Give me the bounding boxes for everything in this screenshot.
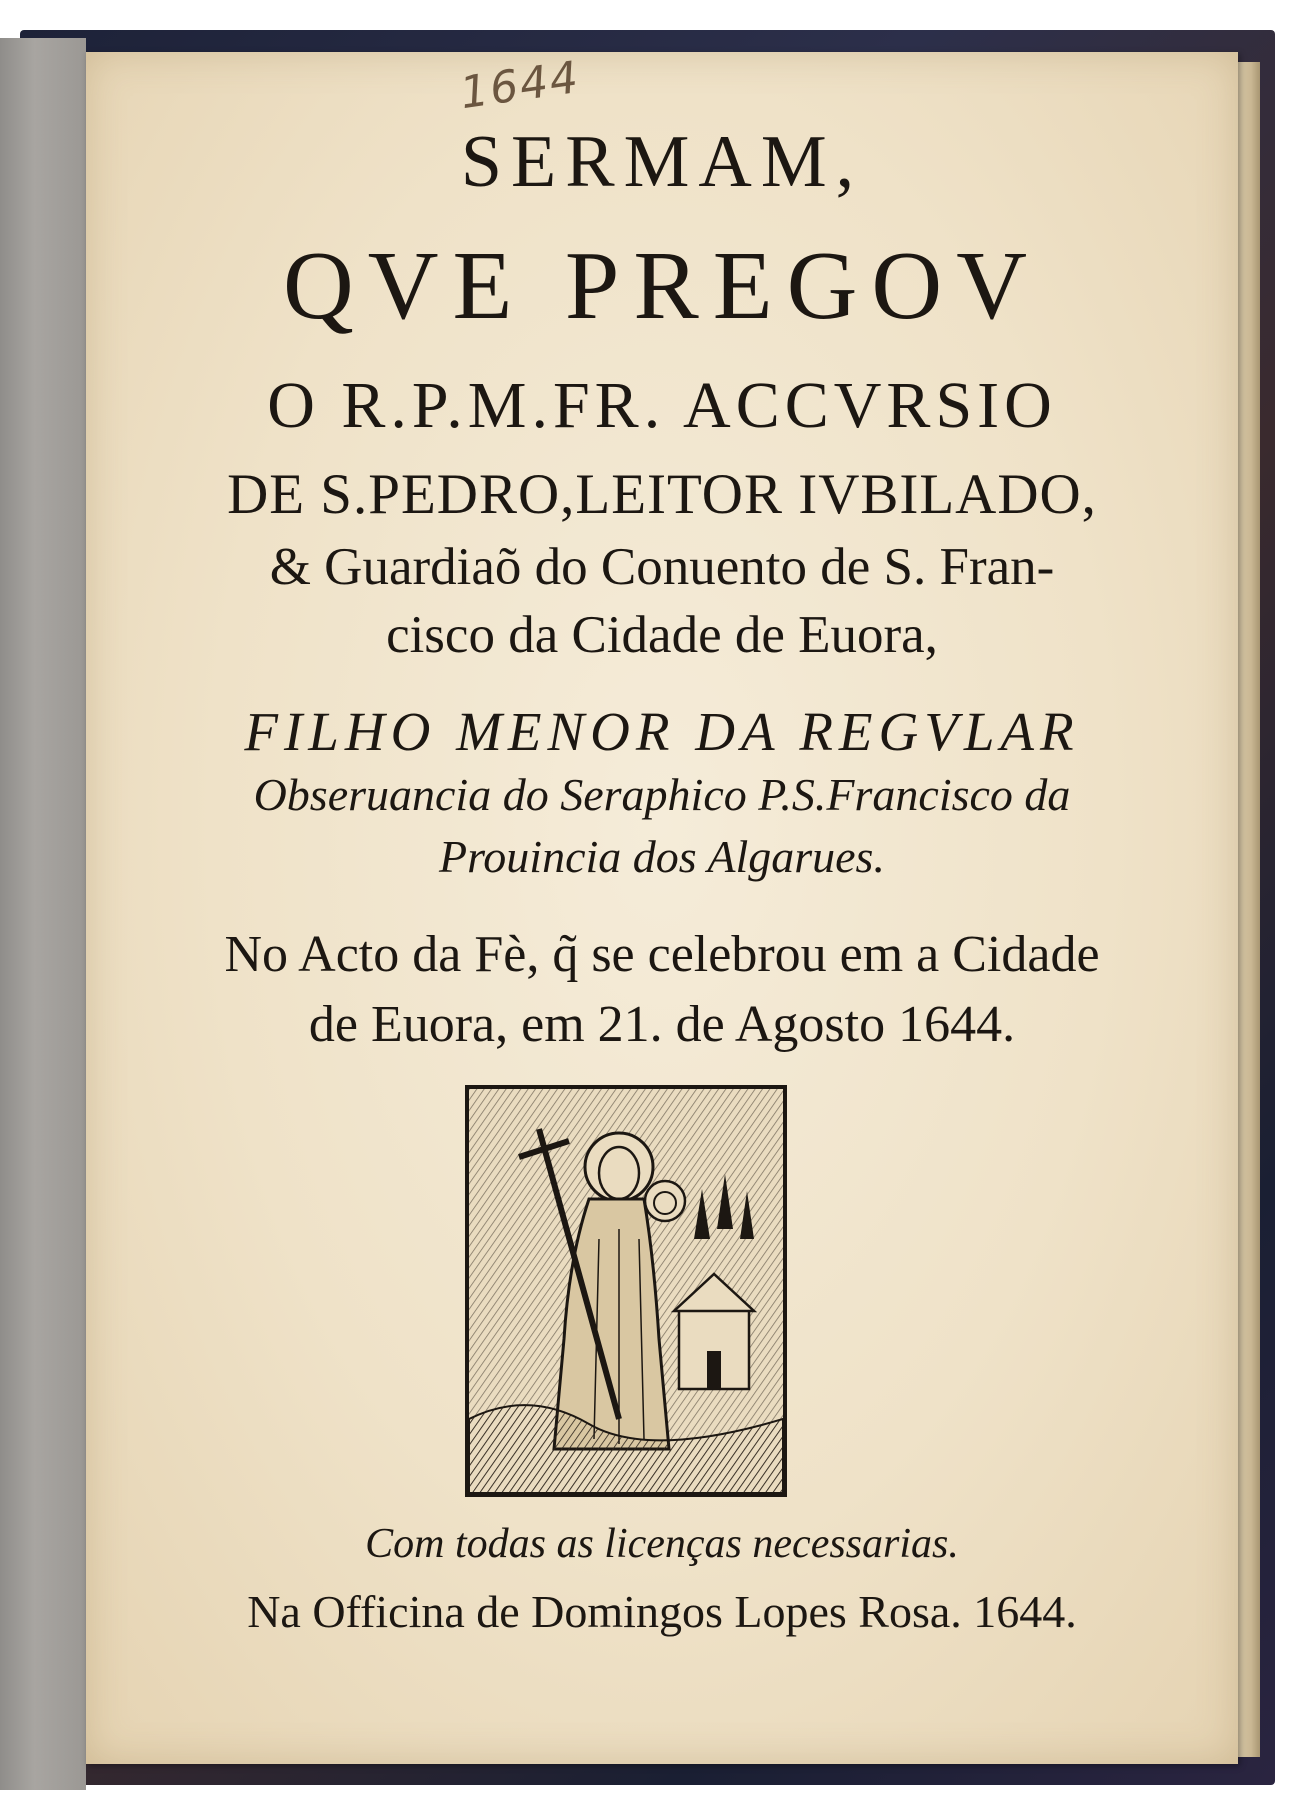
saint-figure-icon — [469, 1089, 783, 1493]
title-line-2: QVE PREGOV — [283, 232, 1041, 340]
subtitle-line-1: FILHO MENOR DA REGVLAR — [244, 701, 1080, 762]
title-line-4: DE S.PEDRO,LEITOR IVBILADO, — [227, 463, 1097, 526]
title-line-3: O R.P.M.FR. ACCVRSIO — [267, 369, 1057, 442]
occasion-line-2: de Euora, em 21. de Agosto 1644. — [308, 996, 1016, 1053]
subtitle-line-2: Obseruancia do Seraphico P.S.Francisco da — [253, 769, 1071, 820]
title-line-5: & Guardiaõ do Conuento de S. Fran- — [269, 538, 1055, 596]
title-line-1: SERMAM, — [460, 121, 864, 203]
endpaper — [0, 38, 86, 1790]
woodcut-illustration — [465, 1085, 787, 1497]
imprint-licenses: Com todas as licenças necessarias. — [365, 1521, 959, 1567]
subtitle-line-3: Prouincia dos Algarues. — [439, 831, 885, 882]
title-line-6: cisco da Cidade de Euora, — [386, 606, 938, 664]
handwritten-note: 1644 — [457, 51, 583, 120]
imprint-printer: Na Officina de Domingos Lopes Rosa. 1644. — [247, 1586, 1077, 1637]
occasion-line-1: No Acto da Fè, q̃ se celebrou em a Cidade — [224, 926, 1100, 983]
page-edges — [1238, 62, 1260, 1757]
